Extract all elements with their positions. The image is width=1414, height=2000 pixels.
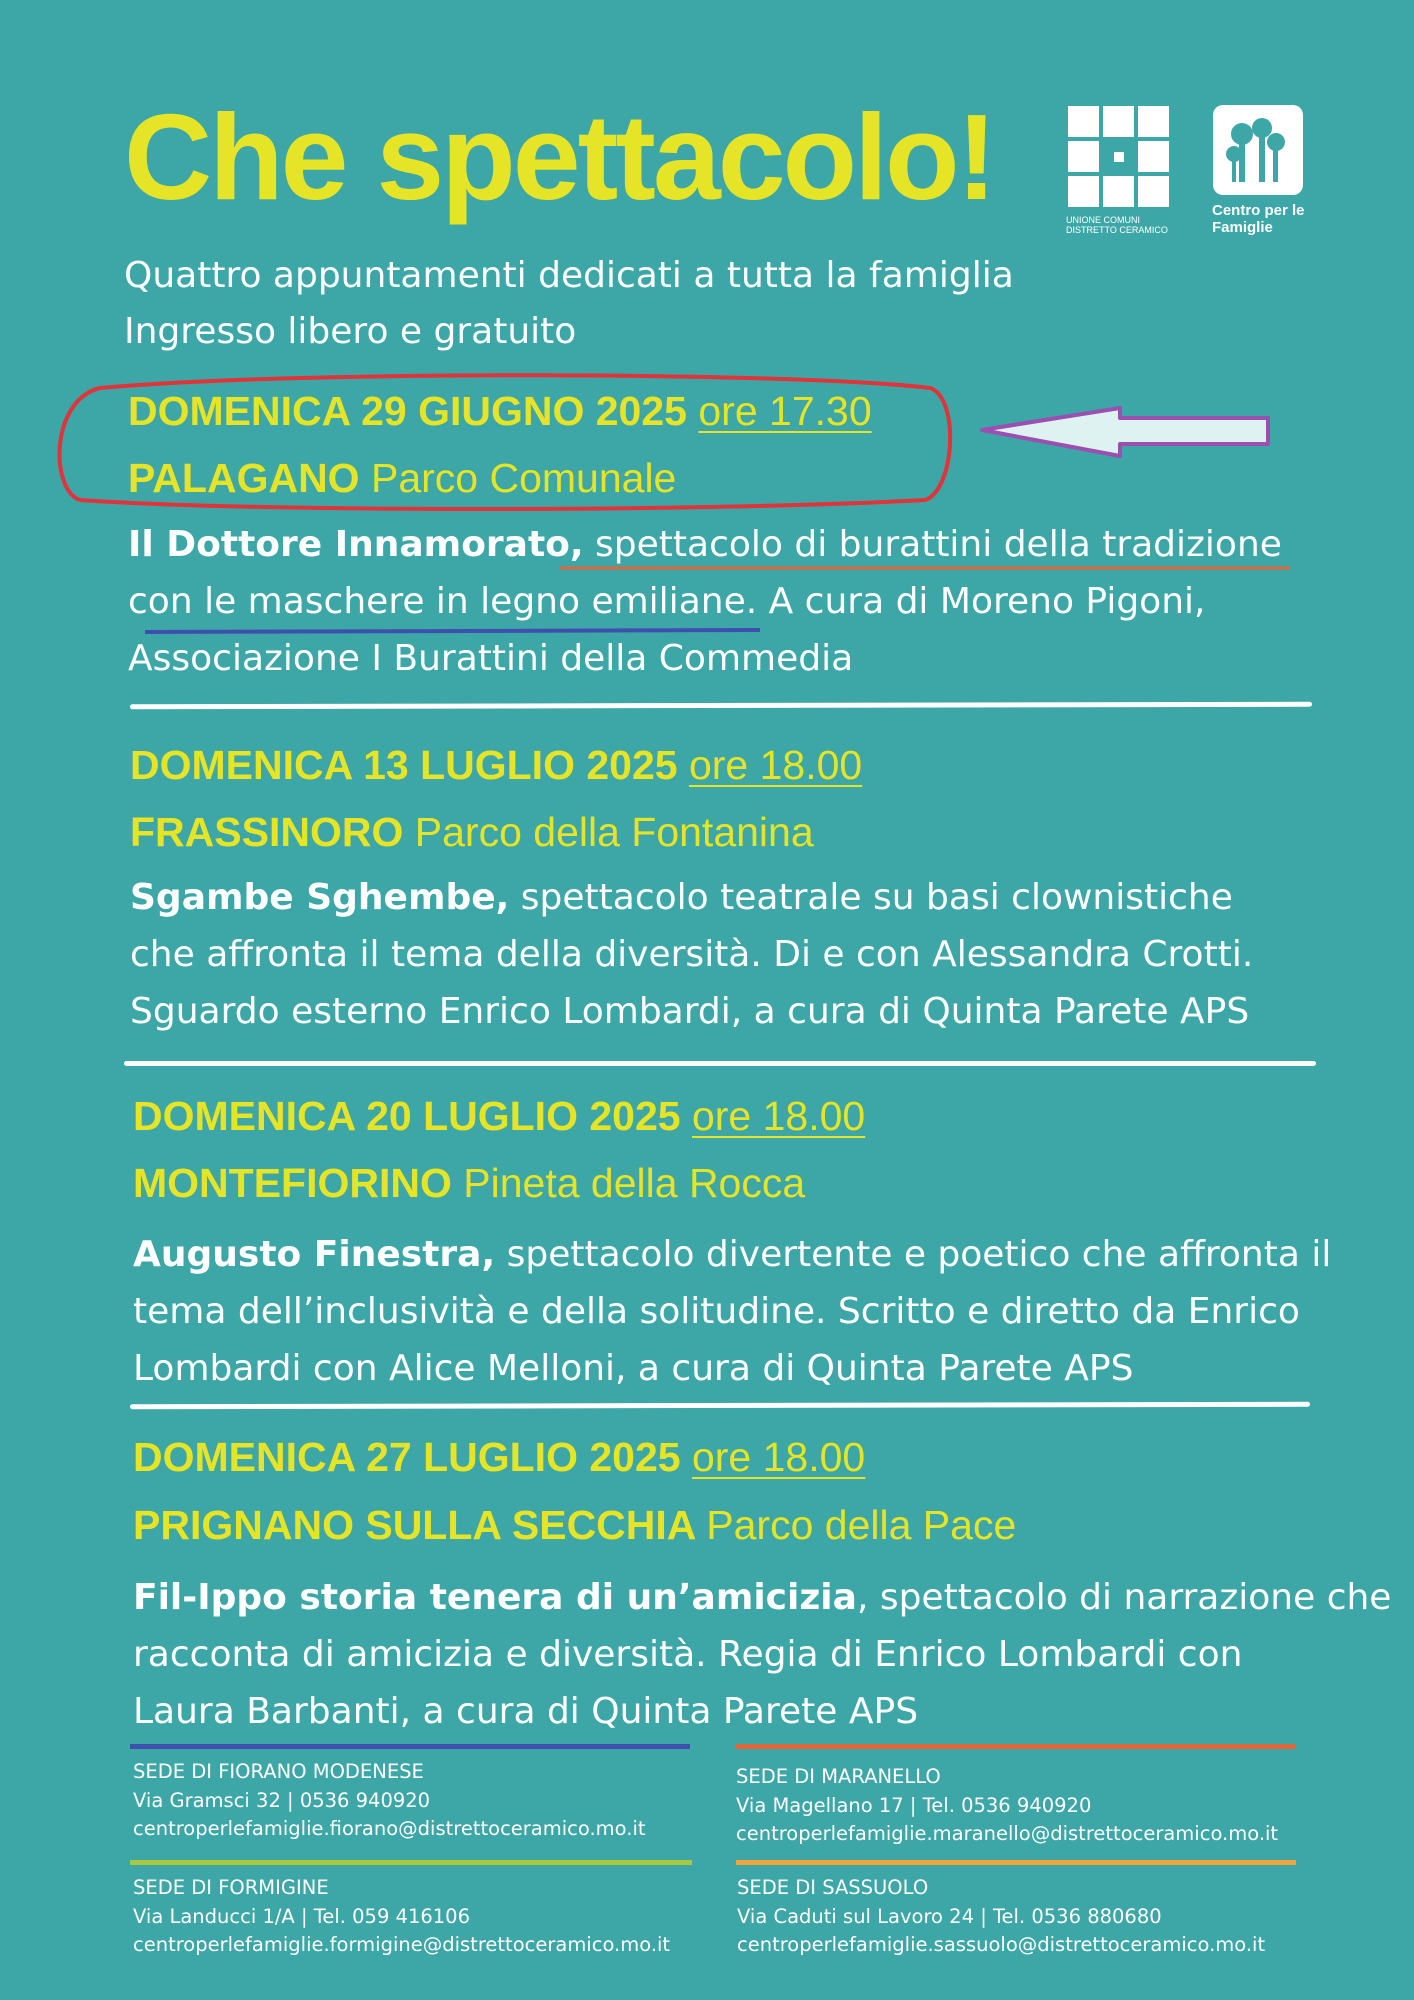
unione-logo-line1: UNIONE COMUNI [1066,215,1140,225]
event-3-description [133,1226,1393,1397]
event-2-time: ore 18.00 [688,742,863,788]
sede-formigine-bar [130,1860,692,1865]
event-2-place: Parco della Fontanina [414,809,814,855]
event-1-desc-3: Associazione I Burattini della Commedia [128,638,854,679]
sede-formigine-address: Via Landucci 1/A | Tel. 059 416106 [133,1904,470,1928]
event-4-location [133,1502,1016,1549]
event-4-show: Fil-Ippo storia tenera di un’amicizia [133,1577,857,1618]
event-3-location [133,1160,805,1207]
sede-maranello-bar [736,1744,1296,1749]
event-4-desc-2: racconta di amicizia e diversità. Regia di Enrico Lombardi con [133,1634,1243,1675]
sede-fiorano-name: SEDE DI FIORANO MODENESE [133,1760,424,1783]
sede-formigine [133,1874,670,1960]
event-1-town: PALAGANO [128,455,360,501]
divider-1 [130,702,1312,709]
event-4-date: DOMENICA 27 LUGLIO 2025 [133,1434,681,1480]
divider-3 [130,1402,1310,1409]
sede-maranello-email: centroperlefamiglie.maranello@distrettoceramico.mo.it [736,1822,1279,1845]
divider-2 [124,1061,1316,1066]
event-4-time: ore 18.00 [691,1434,866,1480]
event-1-place: Parco Comunale [370,455,677,501]
event-1-header [128,388,872,435]
event-1-desc-1: spettacolo di burattini della tradizione [583,524,1282,565]
event-2-location [130,809,814,856]
sede-sassuolo-name: SEDE DI SASSUOLO [737,1876,929,1899]
event-4-place: Parco della Pace [706,1502,1017,1548]
sede-fiorano-email: centroperlefamiglie.fiorano@distrettoceramico.mo.it [133,1817,646,1840]
event-2-desc-1: spettacolo teatrale su basi clownistiche [509,877,1233,918]
event-4-town: PRIGNANO SULLA SECCHIA [133,1502,695,1548]
event-3-time: ore 18.00 [691,1093,866,1139]
sede-fiorano [133,1758,646,1844]
sede-sassuolo [737,1874,1265,1960]
centro-logo-line2: Famiglie [1212,219,1273,236]
sede-formigine-email: centroperlefamiglie.formigine@distrettoceramico.mo.it [133,1933,671,1956]
event-3-header [133,1093,865,1140]
event-3-place: Pineta della Rocca [463,1160,806,1206]
event-4-desc-1: , spettacolo di narrazione che [856,1577,1392,1618]
sede-formigine-name: SEDE DI FORMIGINE [133,1876,329,1899]
event-4-header [133,1434,865,1481]
event-1-date: DOMENICA 29 GIUGNO 2025 [128,388,687,434]
sede-sassuolo-bar [736,1860,1296,1865]
sede-maranello-name: SEDE DI MARANELLO [736,1765,941,1788]
event-3-date: DOMENICA 20 LUGLIO 2025 [133,1093,681,1139]
event-3-desc-1: spettacolo divertente e poetico che affronta il [495,1234,1332,1275]
event-2-show: Sgambe Sghembe, [130,877,510,918]
sede-fiorano-address: Via Gramsci 32 | 0536 940920 [133,1788,431,1812]
event-2-desc-3: Sguardo esterno Enrico Lombardi, a cura di Quinta Parete APS [130,991,1250,1032]
event-2-desc-2: che affronta il tema della diversità. Di e con Alessandra Crotti. [130,934,1254,975]
event-3-desc-2: tema dell’inclusività e della solitudine. Scritto e diretto da Enrico [133,1291,1300,1332]
event-1-time: ore 17.30 [698,388,872,434]
event-1-show: Il Dottore Innamorato, [128,524,584,565]
sede-maranello [736,1763,1278,1849]
sede-maranello-address: Via Magellano 17 | Tel. 0536 940920 [736,1793,1092,1817]
poster-title: Che spettacolo! [124,89,995,225]
event-2-description [130,869,1360,1040]
event-1-description [128,516,1358,687]
subtitle-free-entry: Ingresso libero e gratuito [124,311,577,352]
unione-logo-line2: DISTRETTO CERAMICO [1066,225,1168,235]
centro-logo-line1: Centro per le [1212,202,1305,219]
sede-fiorano-bar [130,1744,690,1749]
event-4-desc-3: Laura Barbanti, a cura di Quinta Parete APS [133,1691,919,1732]
event-1-desc-2: con le maschere in legno emiliane. A cura di Moreno Pigoni, [128,581,1206,622]
sede-sassuolo-address: Via Caduti sul Lavoro 24 | Tel. 0536 880680 [737,1904,1162,1928]
sede-sassuolo-email: centroperlefamiglie.sassuolo@distrettoceramico.mo.it [737,1933,1266,1956]
event-1-location [128,455,676,502]
event-3-town: MONTEFIORINO [133,1160,452,1206]
event-2-header [130,742,862,789]
event-3-show: Augusto Finestra, [133,1234,496,1275]
event-2-date: DOMENICA 13 LUGLIO 2025 [130,742,678,788]
event-3-desc-3: Lombardi con Alice Melloni, a cura di Quinta Parete APS [133,1348,1134,1389]
event-4-description [133,1569,1403,1740]
subtitle-families: Quattro appuntamenti dedicati a tutta la famiglia [124,255,1014,296]
event-2-town: FRASSINORO [130,809,404,855]
